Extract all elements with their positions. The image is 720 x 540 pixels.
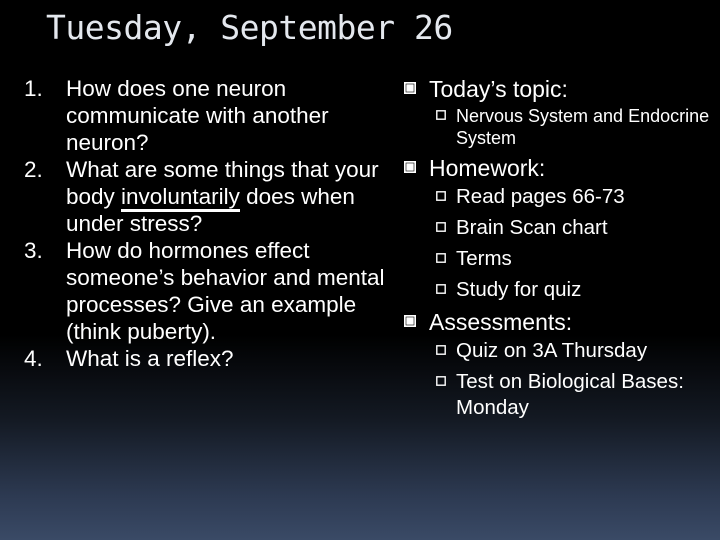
underlined-word: involuntarily xyxy=(121,184,240,212)
agenda-homework-items xyxy=(436,184,714,303)
agenda-heading-assessments xyxy=(404,308,714,336)
agenda-item-text: Brain Scan chart xyxy=(456,216,608,239)
agenda-heading-homework xyxy=(404,154,714,182)
question-item xyxy=(24,75,392,156)
agenda-item-text: Terms xyxy=(456,247,512,270)
agenda-item-text: Nervous System and Endocrine System xyxy=(456,106,710,148)
warmup-questions-list xyxy=(24,75,392,372)
agenda-item-text: Read pages 66-73 xyxy=(456,185,625,208)
hollow-square-bullet-icon xyxy=(436,253,446,263)
hollow-square-bullet-icon xyxy=(436,110,446,120)
agenda-item xyxy=(436,246,714,272)
square-bullet-icon xyxy=(404,161,416,173)
agenda-heading-label: Homework: xyxy=(429,155,546,181)
agenda-heading-topic xyxy=(404,75,714,103)
question-text: How do hormones effect someone’s behavior and mental processes? Give an example (think puberty). xyxy=(66,238,385,344)
hollow-square-bullet-icon xyxy=(436,345,446,355)
agenda-item xyxy=(436,369,714,421)
agenda-item-text: Quiz on 3A Thursday xyxy=(456,339,648,362)
agenda-topic-items xyxy=(436,105,714,149)
hollow-square-bullet-icon xyxy=(436,376,446,386)
question-number: 1. xyxy=(24,76,43,101)
agenda-item xyxy=(436,338,714,364)
question-number: 2. xyxy=(24,157,43,182)
square-bullet-icon xyxy=(404,82,416,94)
agenda-item-text: Test on Biological Bases: Monday xyxy=(456,370,684,419)
agenda-item xyxy=(436,105,714,149)
hollow-square-bullet-icon xyxy=(436,222,446,232)
agenda-item xyxy=(436,277,714,303)
agenda-heading-label: Assessments: xyxy=(429,309,573,335)
slide-title: Tuesday, September 26 xyxy=(46,8,453,47)
question-item xyxy=(24,237,392,345)
question-item xyxy=(24,345,392,372)
question-number: 4. xyxy=(24,346,43,371)
question-number: 3. xyxy=(24,238,43,263)
question-text-before: What are some things that your body xyxy=(66,157,379,209)
question-text: What is a reflex? xyxy=(66,346,234,371)
agenda-assessment-items xyxy=(436,338,714,421)
question-text: How does one neuron communicate with another neuron? xyxy=(66,76,329,155)
question-text-after: does when under stress? xyxy=(66,184,355,236)
question-item xyxy=(24,156,392,237)
hollow-square-bullet-icon xyxy=(436,284,446,294)
agenda-item-text: Study for quiz xyxy=(456,278,582,301)
agenda-item xyxy=(436,215,714,241)
question-text xyxy=(66,156,392,237)
square-bullet-icon xyxy=(404,315,416,327)
agenda-list xyxy=(404,75,714,426)
hollow-square-bullet-icon xyxy=(436,191,446,201)
agenda-item xyxy=(436,184,714,210)
agenda-heading-label: Today’s topic: xyxy=(429,76,568,102)
